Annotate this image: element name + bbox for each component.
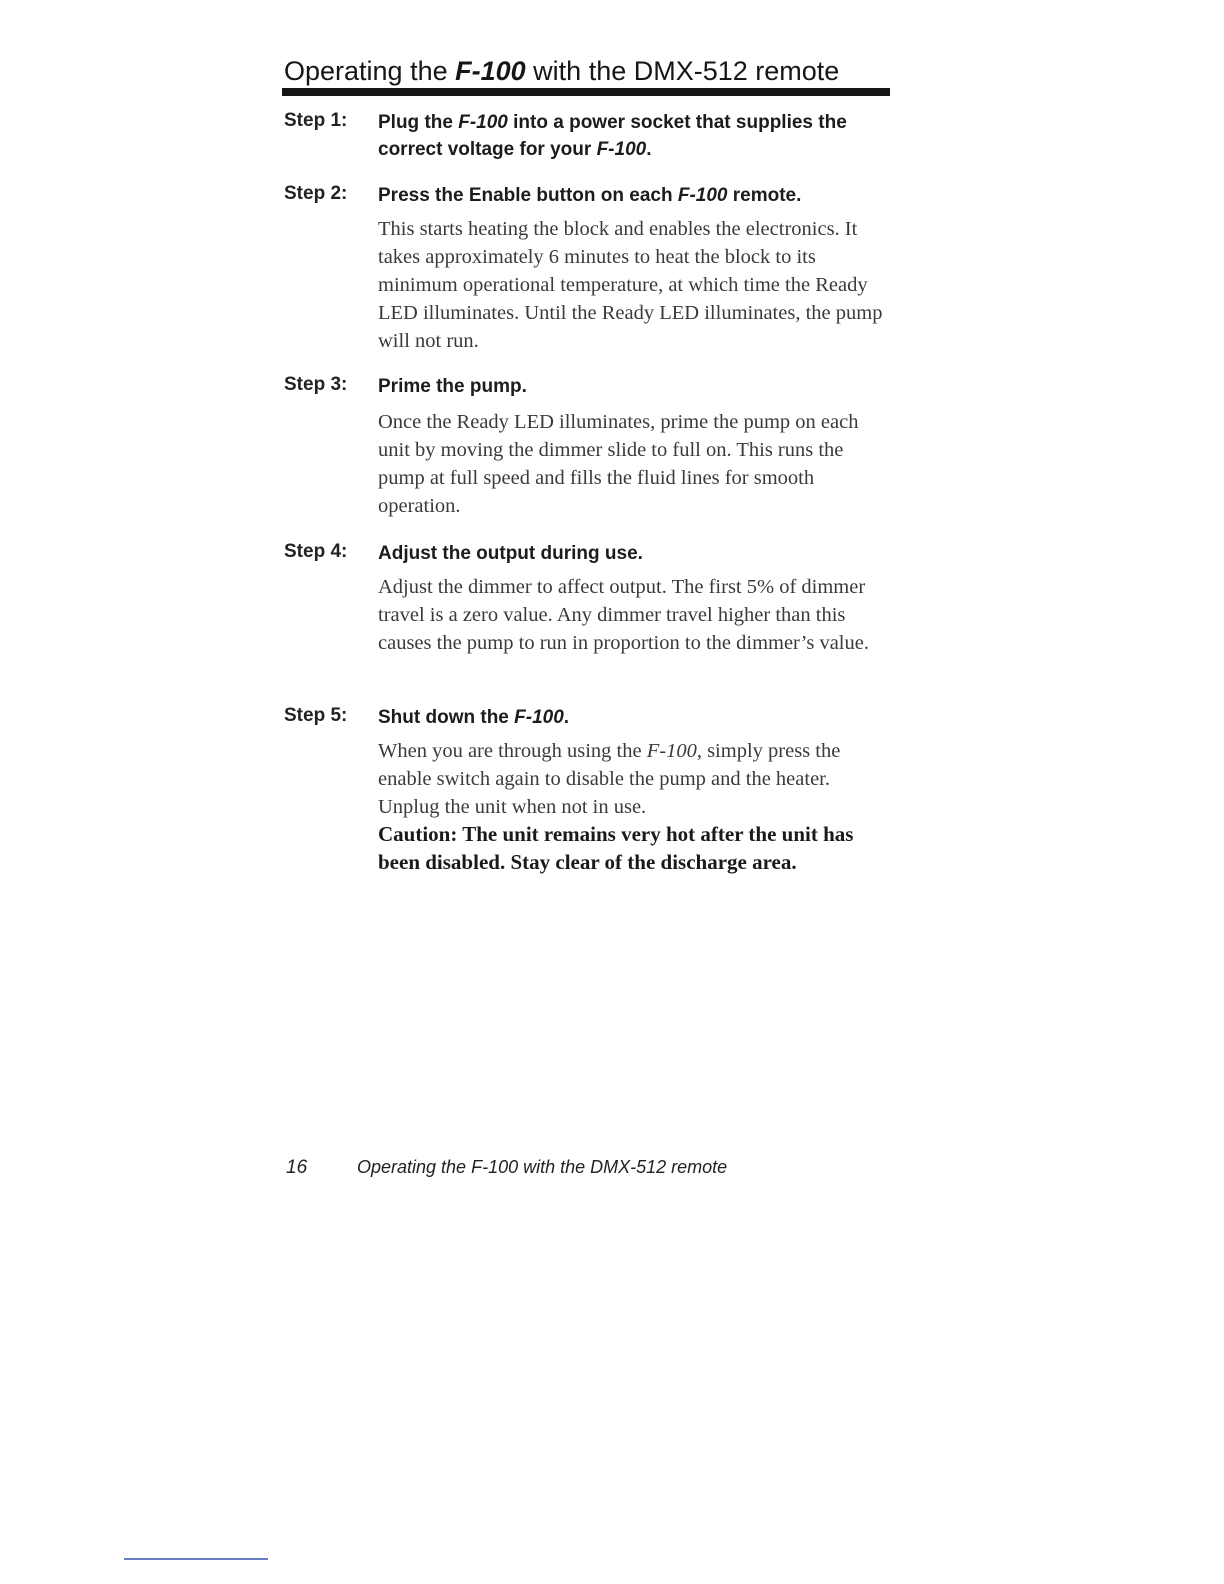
- step-3-title: Prime the pump.: [378, 376, 527, 397]
- step-4-label: Step 4:: [284, 541, 348, 562]
- step-1-label: Step 1:: [284, 110, 348, 131]
- step-2-title: Press the Enable button on each F-100 remote.: [378, 185, 802, 206]
- heading-product: F-100: [455, 56, 526, 86]
- step-5-body: When you are through using the F-100, simply press the enable switch again to disable the pump and the heater. Unplug the unit when not in use.: [378, 740, 841, 818]
- running-footer: Operating the F-100 with the DMX-512 remote: [357, 1157, 728, 1177]
- step-4-body: Adjust the dimmer to affect output. The first 5% of dimmer travel is a zero value. Any dimmer travel higher than this causes the pump to run in proportion to the dimmer’s value.: [378, 576, 869, 654]
- step-3-label: Step 3:: [284, 374, 348, 395]
- step-5-label: Step 5:: [284, 705, 348, 726]
- heading-suffix: with the DMX-512 remote: [525, 56, 840, 86]
- page-heading: [284, 54, 890, 88]
- caution-note: Caution: The unit remains very hot after the unit has been disabled. Stay clear of the discharge area.: [378, 822, 854, 874]
- step-2-body: This starts heating the block and enables the electronics. It takes approximately 6 minutes to heat the block to its minimum operational temperature, at which time the Ready LED illuminates. Until the Ready LED illuminates, the pump will not run.: [378, 218, 883, 352]
- step-5-title: Shut down the F-100.: [378, 707, 570, 728]
- step-1-title: Plug the F-100 into a power socket that supplies the correct voltage for your F-100.: [378, 112, 847, 160]
- step-3-body: Once the Ready LED illuminates, prime the pump on each unit by moving the dimmer slide to full on. This runs the pump at full speed and fills the fluid lines for smooth operation.: [378, 411, 859, 517]
- heading-rule: [282, 88, 890, 96]
- step-2-label: Step 2:: [284, 183, 348, 204]
- page-number: 16: [286, 1157, 308, 1178]
- heading-prefix: Operating the: [284, 56, 456, 86]
- step-4-title: Adjust the output during use.: [378, 543, 643, 564]
- bottom-edge-line: [124, 1558, 268, 1560]
